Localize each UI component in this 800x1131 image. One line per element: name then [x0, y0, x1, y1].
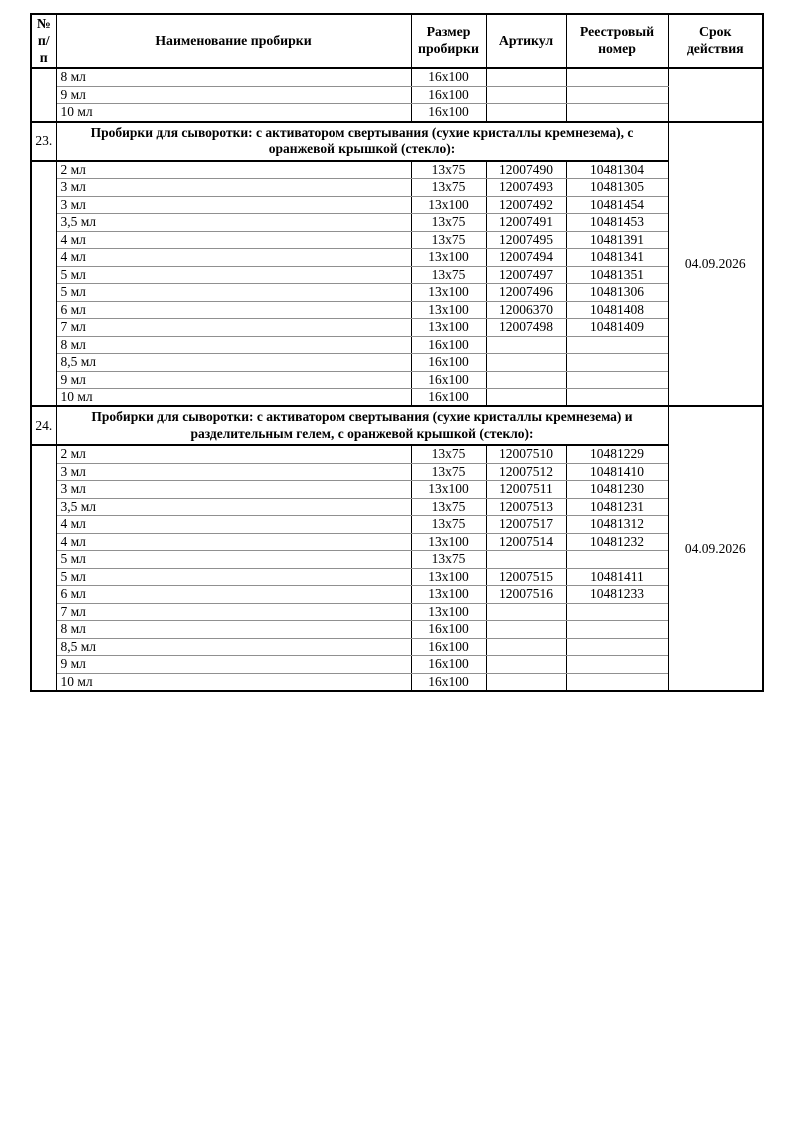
- article-cell: [486, 86, 566, 103]
- registry-number-cell: [566, 388, 668, 406]
- tube-name-cell: 4 мл: [56, 231, 411, 248]
- tube-size-cell: 13x100: [411, 196, 486, 213]
- tube-size-cell: 13x75: [411, 498, 486, 515]
- article-cell: 12007495: [486, 231, 566, 248]
- registry-number-cell: [566, 354, 668, 371]
- table-row: [31, 445, 763, 463]
- tube-size-cell: 13x100: [411, 481, 486, 498]
- tube-size-cell: 16x100: [411, 621, 486, 638]
- article-cell: 12007514: [486, 533, 566, 550]
- tube-name-cell: 7 мл: [56, 603, 411, 620]
- tube-size-cell: 13x75: [411, 445, 486, 463]
- tube-name-cell: 2 мл: [56, 161, 411, 179]
- article-cell: [486, 354, 566, 371]
- article-cell: 12007517: [486, 516, 566, 533]
- tube-name-cell: 3 мл: [56, 463, 411, 480]
- tubes-registry-table: [30, 13, 764, 692]
- registry-number-cell: 10481230: [566, 481, 668, 498]
- tube-size-cell: 13x75: [411, 551, 486, 568]
- tube-name-cell: 8 мл: [56, 621, 411, 638]
- article-cell: [486, 621, 566, 638]
- col-header-validity: Срок действия: [668, 14, 763, 68]
- tube-size-cell: 16x100: [411, 388, 486, 406]
- tube-size-cell: 16x100: [411, 336, 486, 353]
- row-number-cell: [31, 161, 56, 407]
- table-row: [31, 354, 763, 371]
- tube-name-cell: 10 мл: [56, 104, 411, 122]
- tube-size-cell: 13x100: [411, 301, 486, 318]
- table-row: [31, 196, 763, 213]
- tube-name-cell: 6 мл: [56, 301, 411, 318]
- tube-name-cell: 4 мл: [56, 516, 411, 533]
- tube-size-cell: 13x100: [411, 603, 486, 620]
- registry-number-cell: [566, 336, 668, 353]
- tube-size-cell: 16x100: [411, 86, 486, 103]
- registry-number-cell: [566, 551, 668, 568]
- registry-number-cell: [566, 603, 668, 620]
- row-number-cell: [31, 445, 56, 691]
- tube-name-cell: 9 мл: [56, 371, 411, 388]
- tube-name-cell: 4 мл: [56, 249, 411, 266]
- tube-name-cell: 5 мл: [56, 284, 411, 301]
- article-cell: 12007493: [486, 179, 566, 196]
- tube-size-cell: 13x100: [411, 249, 486, 266]
- tube-name-cell: 8,5 мл: [56, 638, 411, 655]
- table-row: [31, 161, 763, 179]
- table-row: [31, 388, 763, 406]
- tube-size-cell: 16x100: [411, 354, 486, 371]
- table-row: [31, 586, 763, 603]
- registry-number-cell: 10481232: [566, 533, 668, 550]
- table-row: [31, 336, 763, 353]
- registry-number-cell: 10481409: [566, 319, 668, 336]
- article-cell: [486, 673, 566, 691]
- tube-size-cell: 16x100: [411, 656, 486, 673]
- tube-name-cell: 3,5 мл: [56, 498, 411, 515]
- article-cell: [486, 104, 566, 122]
- registry-number-cell: 10481411: [566, 568, 668, 585]
- table-row: [31, 86, 763, 103]
- registry-number-cell: 10481454: [566, 196, 668, 213]
- article-cell: 12007497: [486, 266, 566, 283]
- col-header-registry-number: Реестровый номер: [566, 14, 668, 68]
- registry-number-cell: 10481231: [566, 498, 668, 515]
- validity-cell: [668, 68, 763, 121]
- tube-name-cell: 9 мл: [56, 86, 411, 103]
- registry-number-cell: [566, 371, 668, 388]
- section-number: 23.: [31, 122, 56, 161]
- tube-name-cell: 5 мл: [56, 266, 411, 283]
- registry-number-cell: 10481306: [566, 284, 668, 301]
- table-row: [31, 231, 763, 248]
- tube-size-cell: 13x75: [411, 463, 486, 480]
- table-body: [31, 68, 763, 691]
- section-header-row: [31, 406, 763, 445]
- article-cell: [486, 551, 566, 568]
- header-row: [31, 14, 763, 68]
- table-row: [31, 68, 763, 86]
- table-row: [31, 319, 763, 336]
- tube-name-cell: 5 мл: [56, 551, 411, 568]
- tube-name-cell: 8 мл: [56, 68, 411, 86]
- tube-name-cell: 5 мл: [56, 568, 411, 585]
- tube-name-cell: 4 мл: [56, 533, 411, 550]
- registry-number-cell: [566, 68, 668, 86]
- article-cell: 12007512: [486, 463, 566, 480]
- tube-size-cell: 13x75: [411, 179, 486, 196]
- tube-name-cell: 10 мл: [56, 673, 411, 691]
- registry-number-cell: [566, 638, 668, 655]
- article-cell: [486, 656, 566, 673]
- registry-number-cell: [566, 656, 668, 673]
- article-cell: 12007498: [486, 319, 566, 336]
- row-number-cell: [31, 68, 56, 121]
- article-cell: 12007496: [486, 284, 566, 301]
- registry-number-cell: 10481312: [566, 516, 668, 533]
- article-cell: 12007494: [486, 249, 566, 266]
- tube-size-cell: 16x100: [411, 638, 486, 655]
- registry-number-cell: 10481410: [566, 463, 668, 480]
- tube-size-cell: 16x100: [411, 104, 486, 122]
- article-cell: [486, 371, 566, 388]
- tube-name-cell: 7 мл: [56, 319, 411, 336]
- article-cell: [486, 603, 566, 620]
- article-cell: [486, 68, 566, 86]
- tube-name-cell: 10 мл: [56, 388, 411, 406]
- tube-name-cell: 8,5 мл: [56, 354, 411, 371]
- tube-size-cell: 16x100: [411, 673, 486, 691]
- table-row: [31, 249, 763, 266]
- section-title: Пробирки для сыворотки: с активатором свертывания (сухие кристаллы кремнезема), с оранжевой крышкой (стекло):: [56, 122, 668, 161]
- tube-name-cell: 9 мл: [56, 656, 411, 673]
- article-cell: 12007515: [486, 568, 566, 585]
- tube-size-cell: 13x75: [411, 161, 486, 179]
- registry-number-cell: 10481408: [566, 301, 668, 318]
- tube-name-cell: 2 мл: [56, 445, 411, 463]
- article-cell: 12007492: [486, 196, 566, 213]
- col-header-tube-name: Наименование пробирки: [56, 14, 411, 68]
- tube-name-cell: 3 мл: [56, 196, 411, 213]
- table-row: [31, 481, 763, 498]
- article-cell: [486, 388, 566, 406]
- validity-cell: 04.09.2026: [668, 122, 763, 407]
- registry-number-cell: [566, 673, 668, 691]
- tube-size-cell: 13x100: [411, 284, 486, 301]
- table-row: [31, 656, 763, 673]
- registry-number-cell: 10481229: [566, 445, 668, 463]
- registry-number-cell: 10481233: [566, 586, 668, 603]
- table-row: [31, 673, 763, 691]
- registry-number-cell: [566, 104, 668, 122]
- table-row: [31, 498, 763, 515]
- col-header-article: Артикул: [486, 14, 566, 68]
- col-header-number: № п/п: [31, 14, 56, 68]
- tube-name-cell: 6 мл: [56, 586, 411, 603]
- registry-number-cell: 10481453: [566, 214, 668, 231]
- tube-size-cell: 13x100: [411, 586, 486, 603]
- table-row: [31, 516, 763, 533]
- registry-number-cell: 10481304: [566, 161, 668, 179]
- article-cell: 12007511: [486, 481, 566, 498]
- tube-name-cell: 3 мл: [56, 179, 411, 196]
- table-row: [31, 214, 763, 231]
- table-row: [31, 533, 763, 550]
- article-cell: 12007490: [486, 161, 566, 179]
- article-cell: 12007513: [486, 498, 566, 515]
- section-title: Пробирки для сыворотки: с активатором свертывания (сухие кристаллы кремнезема) и разделительным гелем, с оранжевой крышкой (стекло):: [56, 406, 668, 445]
- tube-name-cell: 3 мл: [56, 481, 411, 498]
- table-row: [31, 301, 763, 318]
- table-row: [31, 568, 763, 585]
- tube-name-cell: 8 мл: [56, 336, 411, 353]
- section-header-row: [31, 122, 763, 161]
- table-header: [31, 14, 763, 68]
- article-cell: 12007491: [486, 214, 566, 231]
- tube-size-cell: 13x100: [411, 533, 486, 550]
- tube-size-cell: 13x75: [411, 516, 486, 533]
- table-row: [31, 104, 763, 122]
- tube-size-cell: 13x100: [411, 319, 486, 336]
- tube-size-cell: 13x75: [411, 231, 486, 248]
- table-row: [31, 463, 763, 480]
- article-cell: [486, 638, 566, 655]
- registry-number-cell: 10481305: [566, 179, 668, 196]
- table-row: [31, 551, 763, 568]
- tube-name-cell: 3,5 мл: [56, 214, 411, 231]
- validity-cell: 04.09.2026: [668, 406, 763, 691]
- tube-size-cell: 13x100: [411, 568, 486, 585]
- registry-number-cell: [566, 86, 668, 103]
- registry-number-cell: [566, 621, 668, 638]
- col-header-tube-size: Размер пробирки: [411, 14, 486, 68]
- table-row: [31, 371, 763, 388]
- tube-size-cell: 13x75: [411, 266, 486, 283]
- table-row: [31, 266, 763, 283]
- tube-size-cell: 16x100: [411, 68, 486, 86]
- table-row: [31, 621, 763, 638]
- article-cell: 12007516: [486, 586, 566, 603]
- registry-number-cell: 10481391: [566, 231, 668, 248]
- table-row: [31, 638, 763, 655]
- article-cell: [486, 336, 566, 353]
- article-cell: 12007510: [486, 445, 566, 463]
- tube-size-cell: 13x75: [411, 214, 486, 231]
- table-row: [31, 179, 763, 196]
- section-number: 24.: [31, 406, 56, 445]
- table-row: [31, 603, 763, 620]
- table-row: [31, 284, 763, 301]
- tube-size-cell: 16x100: [411, 371, 486, 388]
- article-cell: 12006370: [486, 301, 566, 318]
- registry-number-cell: 10481351: [566, 266, 668, 283]
- registry-number-cell: 10481341: [566, 249, 668, 266]
